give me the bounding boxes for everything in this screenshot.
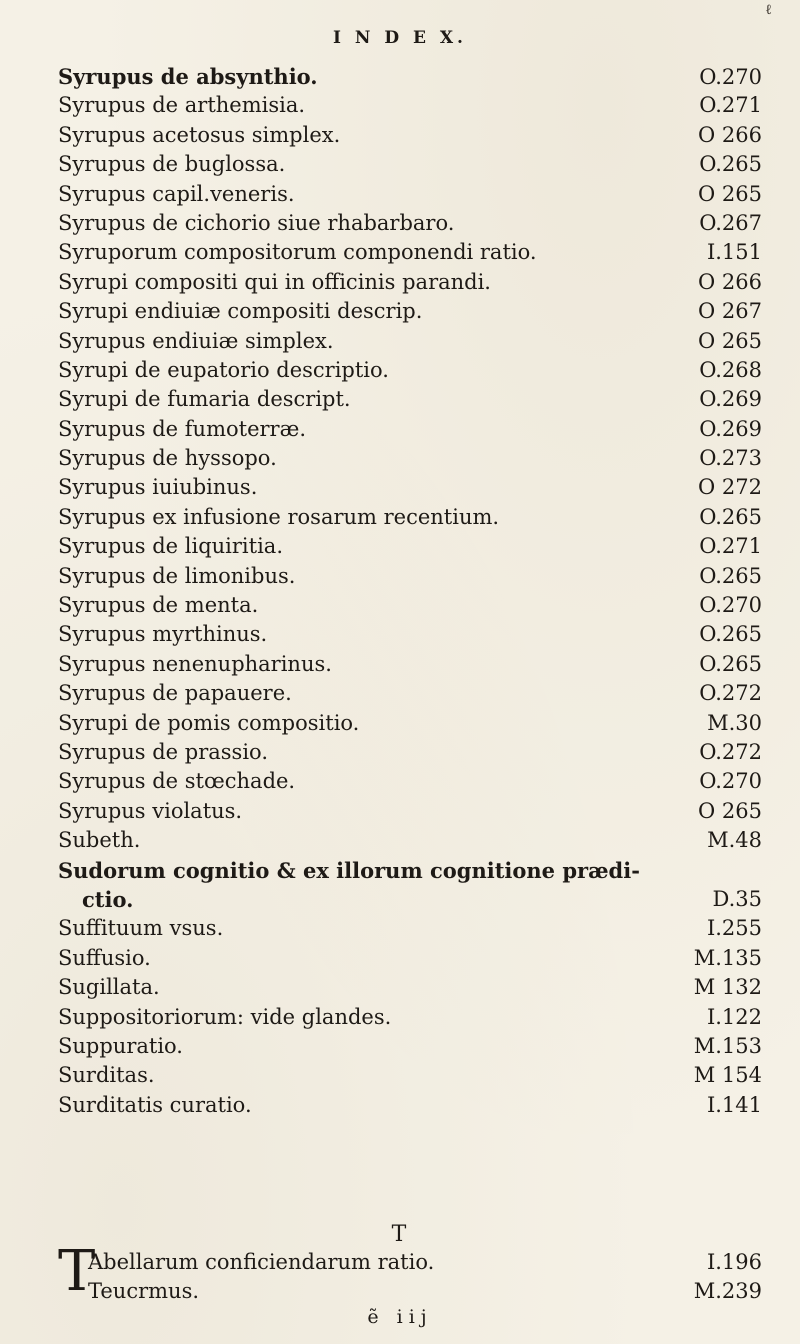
index-entry [58, 121, 762, 150]
entry-reference: O.270 [699, 65, 762, 89]
entry-term: Syrupus de hyssopo. [58, 446, 277, 471]
entry-term [58, 856, 640, 915]
entry-term: Suffusio. [58, 945, 151, 970]
entry-term: Syrupi de fumaria descript. [58, 387, 351, 412]
entry-term: Abellarum conficiendarum ratio. [88, 1250, 435, 1274]
entry-reference: O.270 [699, 593, 762, 618]
entry-term: Syrupus de buglossa. [58, 152, 286, 177]
index-entry [58, 738, 762, 767]
entry-term: Sugillata. [58, 975, 160, 1000]
entry-term: Syrupus violatus. [58, 798, 243, 823]
drop-cap: T [58, 1239, 96, 1304]
entry-term: Syrupus de menta. [58, 593, 259, 618]
entry-term: Subeth. [58, 828, 141, 853]
index-entry [58, 1277, 762, 1306]
entry-reference: I.196 [706, 1250, 762, 1274]
index-entry [58, 1003, 762, 1032]
index-entry [58, 1248, 762, 1277]
entry-term: Syrupus de cichorio siue rhabarbaro. [58, 210, 455, 235]
entry-reference: I.141 [706, 1092, 762, 1117]
index-entry-wrapped [58, 856, 762, 915]
entry-term: Syrupi de eupatorio descriptio. [58, 357, 389, 382]
index-entry [58, 562, 762, 591]
index-entry [58, 356, 762, 385]
signature-mark: ẽ iij [367, 1306, 433, 1328]
index-entry [58, 620, 762, 649]
index-entry [58, 503, 762, 532]
entry-term: Syrupus myrthinus. [58, 622, 268, 647]
entry-term: Syrupus de prassio. [58, 739, 268, 764]
entry-reference: O 272 [698, 475, 762, 500]
index-entry [58, 62, 762, 91]
entry-reference: O 265 [698, 798, 762, 823]
entry-reference: O.265 [699, 563, 762, 588]
index-entry [58, 385, 762, 414]
index-entry [58, 973, 762, 1002]
entry-reference: O.271 [699, 534, 762, 559]
index-entry [58, 268, 762, 297]
entry-term: Syrupus de liquiritia. [58, 534, 284, 559]
entry-term: Teucrmus. [88, 1279, 200, 1304]
entry-term: Syrupi endiuiæ compositi descrip. [58, 299, 423, 324]
entry-reference: O.272 [699, 681, 762, 706]
entry-reference: O.272 [699, 739, 762, 764]
entry-term: Syrupus de arthemisia. [58, 93, 306, 118]
entry-term: Suppuratio. [58, 1033, 183, 1058]
entry-reference: M 132 [693, 975, 762, 1000]
entry-term: Surditatis curatio. [58, 1092, 252, 1117]
entry-term: Syrupi compositi qui in officinis parandi. [58, 269, 491, 294]
entry-reference: O.265 [699, 152, 762, 177]
entry-reference: M.30 [707, 710, 762, 735]
entry-reference: O.271 [699, 93, 762, 118]
entry-reference: I.122 [706, 1004, 762, 1029]
entry-term: Syrupus endiuiæ simplex. [58, 328, 334, 353]
index-entry [58, 209, 762, 238]
index-entry [58, 415, 762, 444]
entry-reference: M.239 [693, 1279, 762, 1304]
entry-term: Syrupus de papauere. [58, 681, 292, 706]
index-entry [58, 180, 762, 209]
index-entry [58, 591, 762, 620]
index-entry [58, 767, 762, 796]
entry-reference: O 265 [698, 181, 762, 206]
index-entry [58, 238, 762, 267]
section-letter: T [391, 1222, 409, 1247]
entry-term-line2: ctio. [82, 886, 134, 912]
entry-reference: M.153 [693, 1033, 762, 1058]
index-entry [58, 650, 762, 679]
entry-reference: M.48 [707, 828, 762, 853]
index-entry [58, 914, 762, 943]
entry-term: Syrupus de limonibus. [58, 563, 296, 588]
entry-term: Syrupi de pomis compositio. [58, 710, 360, 735]
running-head: I N D E X. [333, 28, 467, 48]
index-entry [58, 327, 762, 356]
entry-reference: M.135 [693, 945, 762, 970]
index-entry [58, 709, 762, 738]
entry-reference: I.151 [706, 240, 762, 265]
entry-reference: O.269 [699, 387, 762, 412]
entry-term-line1: Sudorum cognitio & ex illorum cognitione prædi- [58, 857, 640, 883]
entry-reference: O.265 [699, 651, 762, 676]
entry-term: Syrupus de fumoterræ. [58, 416, 306, 441]
entry-reference: O.268 [699, 357, 762, 382]
entry-reference: D.35 [712, 886, 762, 911]
entry-term: Syruporum compositorum componendi ratio. [58, 240, 537, 265]
entry-reference: O.273 [699, 446, 762, 471]
index-entry [58, 1091, 762, 1120]
entry-term: Syrupus ex infusione rosarum recentium. [58, 504, 500, 529]
entry-term: Suffituum vsus. [58, 916, 224, 941]
entry-term: Surditas. [58, 1063, 155, 1088]
entry-reference: O.265 [699, 622, 762, 647]
index-entry [58, 297, 762, 326]
entry-reference: O 266 [698, 269, 762, 294]
index-entry [58, 444, 762, 473]
index-entry [58, 1032, 762, 1061]
entry-reference: O.269 [699, 416, 762, 441]
entry-reference: O 267 [698, 299, 762, 324]
entry-reference: O 266 [698, 122, 762, 147]
index-entries [58, 62, 762, 1120]
index-entry [58, 473, 762, 502]
index-entry [58, 797, 762, 826]
entry-term: Syrupus de stœchade. [58, 769, 296, 794]
section-t-entries [58, 1248, 762, 1307]
entry-reference: O 265 [698, 328, 762, 353]
entry-term: Syrupus nenenupharinus. [58, 651, 332, 676]
index-entry [58, 944, 762, 973]
entry-reference: O.265 [699, 504, 762, 529]
entry-term: Suppositoriorum: vide glandes. [58, 1004, 392, 1029]
index-entry [58, 532, 762, 561]
entry-term: Syrupus capil.veneris. [58, 181, 295, 206]
entry-reference: O.267 [699, 210, 762, 235]
index-entry [58, 91, 762, 120]
entry-term: Syrupus de absynthio. [58, 64, 318, 89]
entry-reference: O.270 [699, 769, 762, 794]
corner-mark: ℓ [765, 2, 772, 18]
index-entry [58, 150, 762, 179]
index-entry [58, 679, 762, 708]
entry-term: Syrupus iuiubinus. [58, 475, 258, 500]
entry-reference: M 154 [693, 1063, 762, 1088]
entry-term: Syrupus acetosus simplex. [58, 122, 341, 147]
index-entry [58, 1061, 762, 1090]
index-entry [58, 826, 762, 855]
entry-reference: I.255 [706, 916, 762, 941]
